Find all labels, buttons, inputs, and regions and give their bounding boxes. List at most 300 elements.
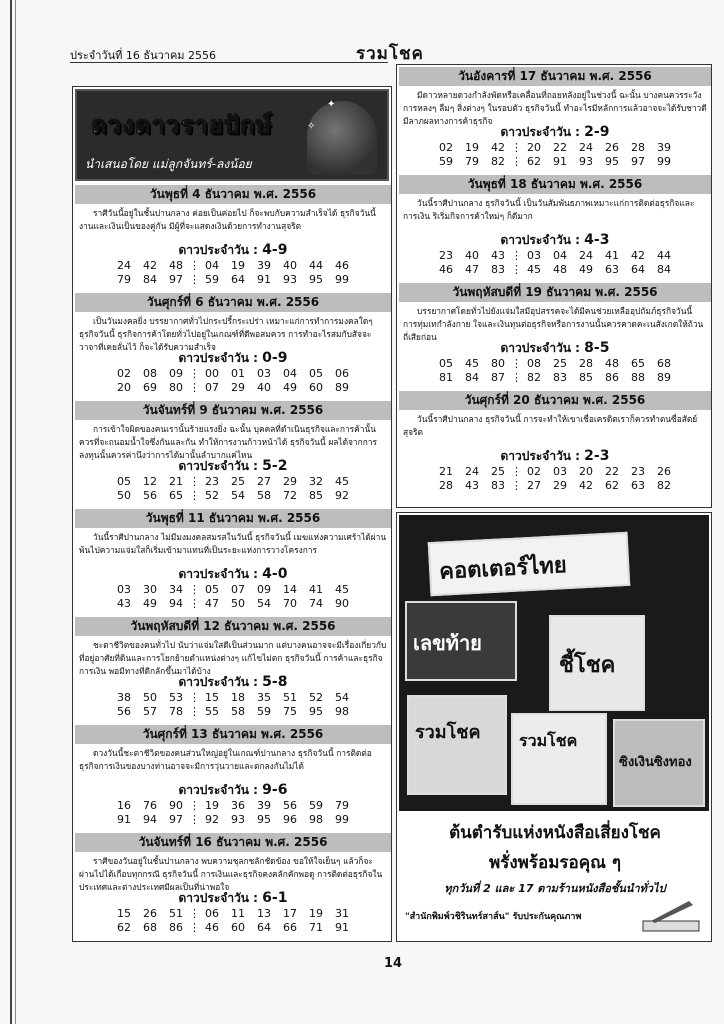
number-grid (111, 583, 355, 611)
lucky-star-line (397, 231, 713, 250)
lucky-number: 03 (553, 465, 567, 478)
day-heading: วันพุธที่ 18 ธันวาคม พ.ศ. 2556 (399, 175, 711, 194)
lucky-number: 66 (283, 921, 297, 934)
lucky-number: 60 (231, 921, 245, 934)
lucky-number: 89 (335, 381, 349, 394)
lucky-number: 50 (231, 597, 245, 610)
lucky-number: 25 (491, 465, 505, 478)
lucky-number: 86 (169, 921, 183, 934)
quill-pen-icon (641, 897, 701, 933)
lucky-number: 86 (605, 371, 619, 384)
lucky-number: 43 (491, 249, 505, 262)
lucky-number: 15 (205, 691, 219, 704)
lucky-star-line (73, 889, 393, 908)
lucky-label: ดาวประจำวัน : (178, 243, 258, 257)
ad-headline: ต้นตำรับแห่งหนังสือเสี่ยงโชค (449, 823, 661, 843)
day-description: มีดาวหลายดวงกำลังพัดหรือเคลื่อนที่ถอยหลังอยู่ในช่วงนี้ ฉะนั้น บางคนควรระวังการหลงๆ ลืมๆ สิ่งต่างๆ ในรอบตัว ธุรกิจวันนี้ ทำอะไรมีหลักการแล้วอาจจะได้รับชาวดี มีลาภผลทางการค้าธุรกิจ (403, 90, 707, 126)
lucky-number: 60 (309, 381, 323, 394)
magazine-cover: คอตเตอร์ไทย (428, 532, 631, 596)
banner-byline: นำเสนอโดย แม่ลูกจันทร์-ลงน้อย (85, 157, 252, 171)
lucky-numbers: 4-3 (584, 232, 610, 248)
ad-publisher: "สำนักพิมพ์วชิรินทร์สาส์น" รับประกันคุณภาพ (405, 912, 582, 922)
lucky-number: 07 (205, 381, 219, 394)
number-row (433, 371, 677, 385)
lucky-number: 49 (143, 597, 157, 610)
star-icon: ✦ (327, 99, 336, 110)
lucky-number: 45 (335, 583, 349, 596)
lucky-number: 20 (579, 465, 593, 478)
number-grid (111, 799, 355, 827)
lucky-label: ดาวประจำวัน : (178, 567, 258, 581)
lucky-number: 23 (205, 475, 219, 488)
separator: ⋮ (189, 259, 200, 272)
number-row (111, 705, 355, 719)
lucky-number: 29 (283, 475, 297, 488)
lucky-number: 21 (439, 465, 453, 478)
lucky-number: 58 (231, 705, 245, 718)
lucky-label: ดาวประจำวัน : (178, 891, 258, 905)
lucky-number: 93 (579, 155, 593, 168)
separator: ⋮ (511, 357, 522, 370)
lucky-number: 28 (631, 141, 645, 154)
lucky-number: 91 (257, 273, 271, 286)
lucky-number: 59 (205, 273, 219, 286)
lucky-number: 23 (631, 465, 645, 478)
ad-subheadline: พรั่งพร้อมรอคุณ ๆ (489, 853, 621, 873)
lucky-number: 02 (117, 367, 131, 380)
lucky-number: 02 (527, 465, 541, 478)
number-row (111, 921, 355, 935)
lucky-number: 59 (439, 155, 453, 168)
lucky-star-line (73, 457, 393, 476)
lucky-number: 31 (335, 907, 349, 920)
number-row (111, 813, 355, 827)
magazine-cover: ชี้โชค (549, 615, 645, 711)
number-row (433, 479, 677, 493)
lucky-label: ดาวประจำวัน : (178, 351, 258, 365)
lucky-number: 94 (169, 597, 183, 610)
number-row (433, 249, 677, 263)
zodiac-figure-icon (307, 101, 377, 175)
lucky-number: 44 (309, 259, 323, 272)
lucky-number: 54 (335, 691, 349, 704)
lucky-number: 47 (205, 597, 219, 610)
lucky-numbers: 2-9 (584, 124, 610, 140)
lucky-number: 50 (117, 489, 131, 502)
lucky-number: 79 (335, 799, 349, 812)
number-grid (111, 367, 355, 395)
lucky-number: 39 (657, 141, 671, 154)
lucky-number: 06 (205, 907, 219, 920)
lucky-number: 78 (169, 705, 183, 718)
lucky-number: 50 (143, 691, 157, 704)
lucky-number: 30 (143, 583, 157, 596)
day-heading: วันศุกร์ที่ 6 ธันวาคม พ.ศ. 2556 (75, 293, 391, 312)
lucky-number: 64 (631, 263, 645, 276)
lucky-number: 96 (283, 813, 297, 826)
lucky-number: 35 (257, 691, 271, 704)
lucky-number: 03 (527, 249, 541, 262)
lucky-number: 04 (553, 249, 567, 262)
masthead-logo: รวมโชค (356, 44, 424, 64)
lucky-number: 24 (465, 465, 479, 478)
lucky-number: 97 (169, 273, 183, 286)
number-row (433, 357, 677, 371)
lucky-number: 04 (283, 367, 297, 380)
day-heading: วันพฤหัสบดีที่ 19 ธันวาคม พ.ศ. 2556 (399, 283, 711, 302)
lucky-number: 92 (205, 813, 219, 826)
lucky-star-line (73, 349, 393, 368)
lucky-number: 29 (553, 479, 567, 492)
day-description: บรรยากาศโดยทั่วไปยังแจ่มใสมีอุปสรรคจะได้มีคนช่วยเหลืออุปถัมภ์ธุรกิจวันนี้ การทุ่มเทกำลังกาย ใจและเงินทุนต่อธุรกิจหรือการงานนั้นควรคาดคะเนสังเกตให้ถ้วนถี่เสียก่อน (403, 306, 704, 342)
lucky-label: ดาวประจำวัน : (178, 675, 258, 689)
number-row (111, 691, 355, 705)
lucky-number: 95 (257, 813, 271, 826)
lucky-number: 79 (465, 155, 479, 168)
lucky-number: 24 (117, 259, 131, 272)
horoscope-banner (75, 89, 389, 181)
day-description: วันนี้ราศีปานกลาง ธุรกิจวันนี้ การจะทำให้เขาเชื่อเครดิตเราก็ควรทำตนซื่อสัตย์สุจริต (403, 414, 698, 437)
lucky-number: 62 (527, 155, 541, 168)
lucky-star-line (73, 241, 393, 260)
lucky-number: 68 (657, 357, 671, 370)
lucky-number: 45 (335, 475, 349, 488)
separator: ⋮ (189, 381, 200, 394)
lucky-number: 69 (143, 381, 157, 394)
right-column (396, 64, 712, 508)
lucky-number: 84 (465, 371, 479, 384)
day-heading: วันจันทร์ที่ 9 ธันวาคม พ.ศ. 2556 (75, 401, 391, 420)
lucky-number: 26 (605, 141, 619, 154)
day-heading: วันจันทร์ที่ 16 ธันวาคม พ.ศ. 2556 (75, 833, 391, 852)
lucky-number: 46 (439, 263, 453, 276)
lucky-number: 08 (143, 367, 157, 380)
separator: ⋮ (511, 371, 522, 384)
lucky-number: 65 (169, 489, 183, 502)
lucky-number: 26 (143, 907, 157, 920)
lucky-numbers: 4-0 (262, 566, 288, 582)
lucky-number: 92 (335, 489, 349, 502)
number-grid (433, 465, 677, 493)
lucky-number: 32 (309, 475, 323, 488)
lucky-number: 56 (143, 489, 157, 502)
lucky-number: 28 (579, 357, 593, 370)
lucky-number: 89 (657, 371, 671, 384)
separator: ⋮ (511, 249, 522, 262)
lucky-number: 20 (117, 381, 131, 394)
lucky-number: 72 (283, 489, 297, 502)
lucky-number: 25 (231, 475, 245, 488)
lucky-number: 48 (605, 357, 619, 370)
lucky-number: 34 (169, 583, 183, 596)
lucky-number: 43 (465, 479, 479, 492)
lucky-number: 98 (335, 705, 349, 718)
lucky-number: 99 (335, 813, 349, 826)
lucky-number: 75 (283, 705, 297, 718)
lucky-number: 80 (169, 381, 183, 394)
lucky-number: 01 (231, 367, 245, 380)
lucky-number: 95 (605, 155, 619, 168)
day-heading: วันอังคารที่ 17 ธันวาคม พ.ศ. 2556 (399, 67, 711, 86)
banner-title: ดวงดาวรายปักษ์ (91, 110, 273, 139)
lucky-number: 84 (657, 263, 671, 276)
lucky-star-line (397, 339, 713, 358)
separator: ⋮ (189, 489, 200, 502)
lucky-number: 80 (491, 357, 505, 370)
lucky-numbers: 8-5 (584, 340, 610, 356)
day-description: วันนี้ราศีปานกลาง ไม่มีมงมงคลสมรสในวันนี้ ธุรกิจวันนี้ เมฆแห่งความเศร้าได้ผ่านพ้นไปความแจ่มใสก็เริ่มเข้ามาแทนที่เป็นระยะแห่งการวางโครงการ (79, 532, 387, 555)
ad-schedule: ทุกวันที่ 2 และ 17 ตามร้านหนังสือชั้นนำทั่วไป (444, 882, 666, 895)
advertisement (396, 512, 712, 942)
lucky-number: 40 (465, 249, 479, 262)
lucky-number: 83 (491, 263, 505, 276)
separator: ⋮ (189, 691, 200, 704)
lucky-number: 40 (283, 259, 297, 272)
number-row (111, 475, 355, 489)
day-description: เป็นวันมงคลยิ่ง บรรยากาศทั่วไปกระปรี้กระเปร่า เหมาะแก่การทำการมงคลใดๆ ธุรกิจวันนี้ ธุรกิจการค้าโดยทั่วไปอยู่ในเกณฑ์ที่ดีพอสมควร การทำอะไรสมกับสัจจะวาจาที่เคยลั่นไว้ ก็จะได้รับความสำเร็จ (79, 316, 373, 352)
magazine-cover: เลขท้าย (405, 601, 517, 681)
lucky-number: 99 (335, 273, 349, 286)
lucky-numbers: 2-3 (584, 448, 610, 464)
lucky-number: 87 (491, 371, 505, 384)
lucky-number: 56 (283, 799, 297, 812)
lucky-number: 90 (169, 799, 183, 812)
lucky-label: ดาวประจำวัน : (500, 449, 580, 463)
lucky-number: 05 (205, 583, 219, 596)
lucky-number: 58 (257, 489, 271, 502)
lucky-label: ดาวประจำวัน : (178, 783, 258, 797)
separator: ⋮ (511, 465, 522, 478)
lucky-number: 46 (205, 921, 219, 934)
lucky-star-line (73, 781, 393, 800)
lucky-number: 05 (117, 475, 131, 488)
number-row (433, 263, 677, 277)
lucky-number: 27 (527, 479, 541, 492)
lucky-number: 70 (283, 597, 297, 610)
number-row (433, 155, 677, 169)
page-edge-line (15, 0, 16, 1024)
separator: ⋮ (189, 367, 200, 380)
lucky-number: 36 (231, 799, 245, 812)
day-heading: วันพุธที่ 4 ธันวาคม พ.ศ. 2556 (75, 185, 391, 204)
lucky-number: 44 (657, 249, 671, 262)
day-heading: วันพฤหัสบดีที่ 12 ธันวาคม พ.ศ. 2556 (75, 617, 391, 636)
number-grid (433, 141, 677, 169)
lucky-number: 45 (527, 263, 541, 276)
lucky-star-line (397, 123, 713, 142)
lucky-number: 76 (143, 799, 157, 812)
lucky-number: 15 (117, 907, 131, 920)
lucky-number: 42 (579, 479, 593, 492)
number-row (111, 597, 355, 611)
lucky-number: 84 (143, 273, 157, 286)
lucky-number: 03 (257, 367, 271, 380)
lucky-number: 68 (143, 921, 157, 934)
lucky-number: 05 (309, 367, 323, 380)
lucky-number: 19 (309, 907, 323, 920)
lucky-number: 83 (491, 479, 505, 492)
number-grid (433, 249, 677, 277)
lucky-numbers: 9-6 (262, 782, 288, 798)
separator: ⋮ (189, 921, 200, 934)
number-row (111, 907, 355, 921)
day-heading: วันศุกร์ที่ 20 ธันวาคม พ.ศ. 2556 (399, 391, 711, 410)
lucky-number: 64 (257, 921, 271, 934)
lucky-number: 46 (335, 259, 349, 272)
lucky-number: 51 (169, 907, 183, 920)
lucky-number: 06 (335, 367, 349, 380)
lucky-number: 56 (117, 705, 131, 718)
number-grid (111, 691, 355, 719)
lucky-number: 53 (169, 691, 183, 704)
separator: ⋮ (189, 907, 200, 920)
separator: ⋮ (189, 475, 200, 488)
lucky-number: 82 (527, 371, 541, 384)
lucky-number: 11 (231, 907, 245, 920)
lucky-number: 99 (657, 155, 671, 168)
lucky-number: 98 (309, 813, 323, 826)
lucky-number: 28 (439, 479, 453, 492)
lucky-number: 52 (205, 489, 219, 502)
lucky-number: 19 (465, 141, 479, 154)
lucky-number: 02 (439, 141, 453, 154)
lucky-number: 40 (257, 381, 271, 394)
lucky-number: 90 (335, 597, 349, 610)
lucky-number: 59 (309, 799, 323, 812)
lucky-number: 24 (579, 141, 593, 154)
day-heading: วันพุธที่ 11 ธันวาคม พ.ศ. 2556 (75, 509, 391, 528)
lucky-number: 09 (169, 367, 183, 380)
magazine-cover: ซิงเงินซิงทอง (613, 719, 705, 807)
lucky-number: 14 (283, 583, 297, 596)
lucky-star-line (73, 673, 393, 692)
lucky-number: 57 (143, 705, 157, 718)
lucky-numbers: 4-9 (262, 242, 288, 258)
number-row (111, 381, 355, 395)
lucky-label: ดาวประจำวัน : (500, 341, 580, 355)
lucky-number: 91 (553, 155, 567, 168)
lucky-number: 25 (553, 357, 567, 370)
lucky-number: 41 (605, 249, 619, 262)
lucky-number: 22 (553, 141, 567, 154)
lucky-number: 52 (309, 691, 323, 704)
lucky-number: 79 (117, 273, 131, 286)
day-description: ชะตาชีวิตของคนทั่วไป นับว่าแจ่มใสดีเป็นส่วนมาก แต่บางคนอาจจะมีเรื่องเกี่ยวกับที่อยู่อาศัยที่ดินและการโยกย้ายตำแหน่งต่างๆ แก้ไขไม่ตก ธุรกิจวันนี้ การค้าและธุรกิจการเงิน พอมีทางที่ดีกลักขึ้นมาได้บ้าง (79, 640, 387, 676)
separator: ⋮ (189, 273, 200, 286)
separator: ⋮ (189, 799, 200, 812)
number-row (433, 465, 677, 479)
lucky-number: 88 (631, 371, 645, 384)
lucky-number: 04 (205, 259, 219, 272)
lucky-star-line (397, 447, 713, 466)
lucky-number: 08 (527, 357, 541, 370)
lucky-number: 93 (283, 273, 297, 286)
day-description: ราศีวันนี้อยู่ในชั้นปานกลาง ค่อยเป็นค่อยไป ก็จะพบกับความสำเร็จได้ ธุรกิจวันนี้ งานและเงินเป็นของคู่กัน มีผู้ที่จะแสดงเงินด้วยการทำงานสุจริต (79, 208, 376, 231)
number-row (111, 367, 355, 381)
lucky-number: 39 (257, 259, 271, 272)
lucky-number: 82 (657, 479, 671, 492)
lucky-number: 05 (439, 357, 453, 370)
lucky-number: 81 (439, 371, 453, 384)
lucky-number: 19 (231, 259, 245, 272)
lucky-number: 42 (491, 141, 505, 154)
magazine-cover: รวมโชค (511, 713, 607, 805)
magazine-cover: รวมโชค (407, 695, 507, 795)
header-date: ประจำวันที่ 16 ธันวาคม 2556 (70, 49, 217, 62)
day-description: วันนี้ราศีปานกลาง ธุรกิจวันนี้ เป็นวันสัมพันธภาพเหมาะแก่การติดต่อธุรกิจและการเงิน ริเริ่มกิจการค้าใหม่ๆ ก็ดีมาก (403, 198, 695, 221)
separator: ⋮ (511, 141, 522, 154)
lucky-number: 45 (465, 357, 479, 370)
star-icon: ✧ (307, 121, 316, 132)
lucky-number: 94 (143, 813, 157, 826)
number-row (111, 259, 355, 273)
separator: ⋮ (511, 155, 522, 168)
lucky-number: 48 (169, 259, 183, 272)
lucky-number: 42 (143, 259, 157, 272)
lucky-number: 17 (283, 907, 297, 920)
magazine-collage (399, 515, 709, 811)
lucky-number: 38 (117, 691, 131, 704)
separator: ⋮ (511, 479, 522, 492)
lucky-number: 93 (231, 813, 245, 826)
lucky-number: 65 (631, 357, 645, 370)
lucky-number: 41 (309, 583, 323, 596)
number-row (111, 489, 355, 503)
lucky-number: 55 (205, 705, 219, 718)
day-description: ดวงวันนี้ชะตาชีวิตของคนส่วนใหญ่อยู่ในเกณฑ์ปานกลาง ธุรกิจวันนี้ การติดต่อธุรกิจการเงินของบางท่านอาจจะมีการวุ่นวายและตกลงกันไม่ได้ (79, 748, 372, 771)
lucky-number: 97 (631, 155, 645, 168)
lucky-numbers: 5-2 (262, 458, 288, 474)
page-number: 14 (384, 956, 403, 971)
day-description: ราศีของวันอยู่ในชั้นปานกลาง พบความชุลกชลักชัดข้อง ขอให้ใจเย็นๆ แล้วก็จะผ่านไปได้เกือบทุกกรณี ธุรกิจวันนี้ การเงินและธุรกิจคงคลักคักพอดู การติดต่อธุรกิจในประเทศและต่างประเทศมีผลเป็นที่น่าพอใจ (79, 856, 383, 892)
page-edge-line (10, 0, 12, 1024)
lucky-number: 07 (231, 583, 245, 596)
lucky-label: ดาวประจำวัน : (500, 233, 580, 247)
number-row (111, 273, 355, 287)
lucky-number: 39 (257, 799, 271, 812)
lucky-number: 91 (335, 921, 349, 934)
lucky-number: 48 (553, 263, 567, 276)
lucky-number: 63 (631, 479, 645, 492)
lucky-number: 54 (257, 597, 271, 610)
lucky-label: ดาวประจำวัน : (500, 125, 580, 139)
lucky-number: 03 (117, 583, 131, 596)
lucky-number: 12 (143, 475, 157, 488)
lucky-number: 85 (579, 371, 593, 384)
lucky-number: 59 (257, 705, 271, 718)
lucky-number: 24 (579, 249, 593, 262)
lucky-number: 19 (205, 799, 219, 812)
lucky-number: 85 (309, 489, 323, 502)
day-heading: วันศุกร์ที่ 13 ธันวาคม พ.ศ. 2556 (75, 725, 391, 744)
number-grid (111, 907, 355, 935)
lucky-number: 00 (205, 367, 219, 380)
lucky-star-line (73, 565, 393, 584)
lucky-number: 71 (309, 921, 323, 934)
number-grid (111, 475, 355, 503)
lucky-numbers: 0-9 (262, 350, 288, 366)
lucky-number: 27 (257, 475, 271, 488)
lucky-number: 95 (309, 705, 323, 718)
lucky-number: 22 (605, 465, 619, 478)
lucky-number: 91 (117, 813, 131, 826)
lucky-numbers: 6-1 (262, 890, 288, 906)
lucky-numbers: 5-8 (262, 674, 288, 690)
number-grid (111, 259, 355, 287)
lucky-number: 42 (631, 249, 645, 262)
number-row (111, 799, 355, 813)
separator: ⋮ (189, 813, 200, 826)
